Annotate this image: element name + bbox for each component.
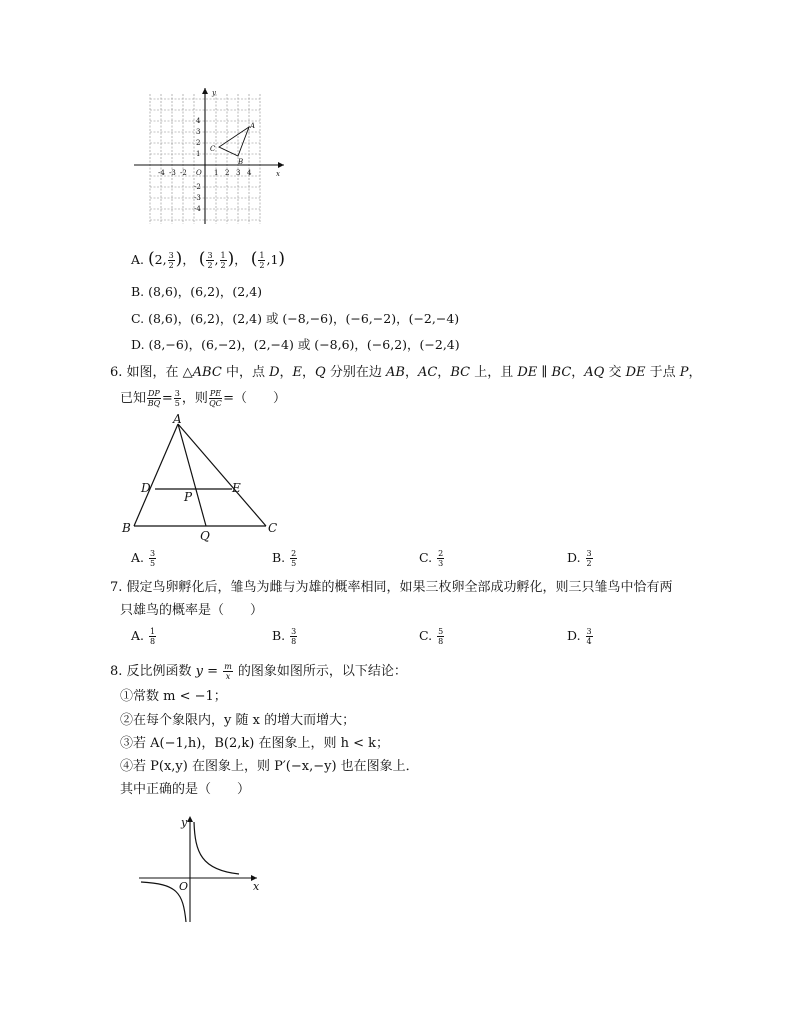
q5-option-d: D. (8,−6)，(6,−2)，(2,−4) 或 (−8,6)，(−6,2)，(−2,4): [131, 337, 460, 352]
q5-point-a-label: A: [250, 122, 256, 130]
q6-option-c: C. $\frac{2}{3}$: [419, 549, 444, 568]
q6-option-d: D. $\frac{3}{2}$: [567, 549, 592, 568]
q8-hyperbola-graph: [135, 812, 270, 927]
q6-label-q: Q: [200, 529, 210, 542]
q6-label-a: A: [173, 414, 182, 426]
q6-label-c: C: [268, 521, 278, 535]
q7-option-a: A. $\frac{1}{8}$: [131, 627, 156, 646]
q5-x-tick: 4: [247, 169, 252, 177]
q8-statement-4: ④若 P(x,y) 在图象上，则 P′(−x,−y) 也在图象上．: [120, 759, 419, 774]
q6-option-a: A. $\frac{3}{5}$: [131, 549, 156, 568]
q8-origin-label: O: [179, 880, 189, 893]
q7-option-d: D. $\frac{3}{4}$: [567, 627, 592, 646]
q5-y-tick: 3: [196, 128, 201, 136]
q5-point-b-label: B: [238, 158, 244, 166]
q8-statement-3: ③若 A(−1,h)，B(2,k) 在图象上，则 h < k；: [120, 736, 389, 751]
q5-y-tick: -3: [194, 194, 201, 202]
q5-x-tick: -3: [169, 169, 176, 177]
q6-question-line2: 已知 $\frac{DP}{BQ}$ = $\frac{3}{5}$ ，则 $\frac{PE}{QC}$ =（ ）: [120, 389, 286, 408]
q5-x-tick: 3: [236, 169, 241, 177]
q6-label-d: D: [141, 481, 151, 495]
q8-axis-y-label: y: [181, 816, 188, 829]
q6-label-p: P: [184, 490, 193, 504]
q5-y-tick: -4: [194, 205, 201, 213]
q6-triangle-figure: [118, 414, 288, 542]
q5-x-tick: 2: [225, 169, 230, 177]
q5-axis-y-label: y: [212, 89, 216, 97]
q5-y-tick: -2: [194, 183, 201, 191]
q5-origin-label: O: [196, 169, 202, 177]
q5-y-tick: 4: [196, 117, 201, 125]
option-key: A.: [131, 252, 145, 267]
q6-option-b: B. $\frac{2}{5}$: [272, 549, 297, 568]
q5-option-a: A. (2, $\frac{3}{2}$ )， ( $\frac{3}{2}$ , $\frac{1}{2}$ )， ( $\frac{1}{2}$ ,1): [131, 249, 286, 270]
q8-question-prompt: 其中正确的是（ ）: [120, 782, 251, 797]
q5-x-tick: -2: [180, 169, 187, 177]
q7-option-b: B. $\frac{3}{8}$: [272, 627, 297, 646]
q5-y-tick: 2: [196, 139, 201, 147]
q6-label-e: E: [232, 481, 241, 495]
q5-option-c: C. (8,6)，(6,2)，(2,4) 或 (−8,−6)，(−6,−2)，(−2,−4): [131, 311, 460, 326]
q5-option-b: B. (8,6)，(6,2)，(2,4): [131, 284, 263, 299]
q7-question-line1: 7. 假定鸟卵孵化后，雏鸟为雌与为雄的概率相同，如果三枚卵全部成功孵化，则三只雏鸟中恰有两: [110, 580, 673, 595]
q5-axis-x-label: x: [276, 170, 280, 178]
q5-y-tick: 1: [196, 150, 201, 158]
q8-axis-x-label: x: [253, 880, 260, 893]
q7-question-line2: 只雄鸟的概率是（ ）: [120, 603, 264, 618]
q5-x-tick: 1: [214, 169, 219, 177]
q6-question-line1: 6. 如图，在 △ABC 中，点 D，E，Q 分别在边 AB，AC，BC 上，且 DE ∥ BC，AQ 交 DE 于点 P，: [110, 365, 702, 380]
q8-question-title: 8. 反比例函数 y = $\frac{m}{x}$ 的图象如图所示，以下结论：: [110, 662, 407, 681]
q5-point-c-label: C: [210, 145, 216, 153]
q5-x-tick: -4: [158, 169, 165, 177]
q8-statement-2: ②在每个象限内，y 随 x 的增大而增大；: [120, 713, 356, 728]
q7-option-c: C. $\frac{5}{8}$: [419, 627, 444, 646]
q8-statement-1: ①常数 m < −1；: [120, 689, 227, 704]
q5-coordinate-grid: [128, 84, 293, 229]
q6-label-b: B: [122, 521, 131, 535]
